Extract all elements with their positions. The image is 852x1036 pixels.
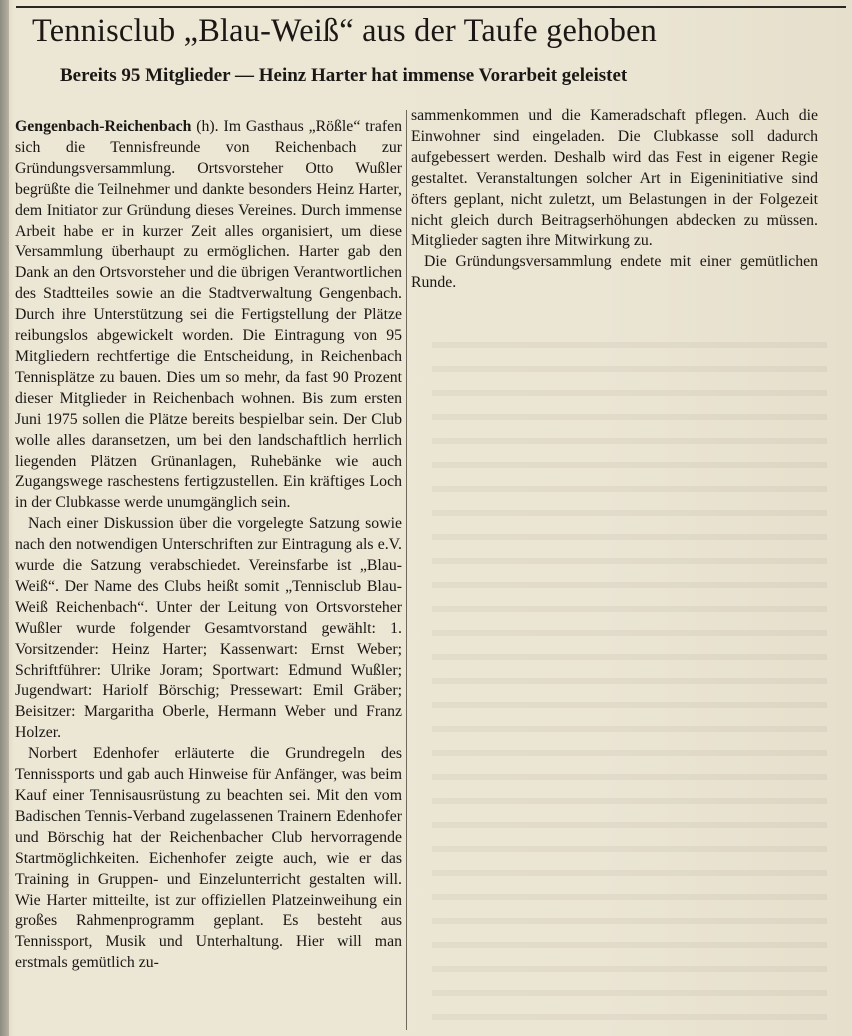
column-divider	[406, 110, 407, 1030]
paragraph-4: sammenkommen und die Kameradschaft pflegen. Auch die Einwohner sind eingeladen. Die Clubkasse soll dadurch aufgebessert werden. Deshalb wird das Fest in eigener Regie gestaltet. Veranstaltungen solcher Art in Eigeninitiative sind öfters geplant, nicht zuletzt, um Belastungen in der Folgezeit nicht gleich durch Beitragserhöhungen abdecken zu müssen. Mitglieder sagten ihre Mitwirkung zu.	[411, 107, 818, 250]
paragraph-2: Nach einer Diskussion über die vorgelegte Satzung sowie nach den notwendigen Unterschriften zur Eintragung als e.V. wurde die Satzung verabschiedet. Vereinsfarbe ist „Blau-Weiß“. Der Name des Clubs heißt somit „Tennisclub Blau-Weiß Reichenbach“. Unter der Leitung von Ortsvorsteher Wußler wurde folgender Gesamtvorstand gewählt: 1. Vorsitzender: Heinz Harter; Kassenwart: Ernst Weber; Schriftführer: Ulrike Joram; Sportwart: Edmund Wußler; Jugendwart: Hariolf Börschig; Pressewart: Emil Gräber; Beisitzer: Margaritha Oberle, Hermann Weber und Franz Holzer.	[15, 515, 402, 742]
show-through-text	[432, 330, 827, 1030]
headline: Tennisclub „Blau-Weiß“ aus der Taufe gehoben	[32, 13, 658, 49]
paragraph-5: Die Gründungsversammlung endete mit einer gemütlichen Runde.	[411, 253, 818, 292]
paragraph-1-text: (h). Im Gasthaus „Rößle“ trafen sich die Tennisfreunde von Reichenbach zur Gründungsversammlung. Ortsvorsteher Otto Wußler begrüßte die Teilnehmer und dankte besonders Heinz Harter, dem Initiator zur Gründung dieses Vereines. Durch immense Arbeit habe er in kurzer Zeit alles organisiert, um diese Versammlung überhaupt zu ermöglichen. Harter gab den Dank an den Ortsvorsteher und die übrigen Verantwortlichen des Stadtteiles sowie an die Stadtverwaltung Gengenbach. Durch ihre Unterstützung sei die Fertigstellung der Plätze reibungslos abgewickelt worden. Die Eintragung von 95 Mitgliedern rechtfertige die Entscheidung, in Reichenbach Tennisplätze zu bauen. Dies um so mehr, da fast 90 Prozent dieser Mitglieder in Reichenbach wohnen. Bis zum ersten Juni 1975 sollen die Plätze bereits bespielbar sein. Der Club wolle alles daransetzen, um bei den landschaftlich herrlich liegenden Plätzen Grünanlagen, Ruhebänke wie auch Zugangswege raschestens fertigzustellen. Ein kräftiges Loch in der Clubkasse werde unumgänglich sein.	[15, 118, 402, 512]
dateline: Gengenbach-Reichenbach	[15, 118, 192, 135]
paragraph-1	[15, 117, 402, 514]
subheadline: Bereits 95 Mitglieder — Heinz Harter hat immense Vorarbeit geleistet	[60, 65, 628, 86]
top-rule	[16, 6, 846, 8]
article-column-right	[411, 106, 818, 294]
article-column-left	[15, 117, 402, 974]
paragraph-3: Norbert Edenhofer erläuterte die Grundregeln des Tennissports und gab auch Hinweise für Anfänger, was beim Kauf einer Tennisausrüstung zu beachten sei. Mit den vom Badischen Tennis-Verband zugelassenen Trainern Edenhofer und Börschig hat der Reichenbacher Club hervorragende Startmöglichkeiten. Eichenhofer zeigte auch, wie er das Training in Gruppen- und Einzelunterricht gestalten will. Wie Harter mitteilte, ist zur offiziellen Platzeinweihung ein großes Rahmenprogramm geplant. Es besteht aus Tennissport, Musik und Unterhaltung. Hier will man erstmals gemütlich zu-	[15, 745, 402, 972]
page-edge	[0, 0, 9, 1036]
